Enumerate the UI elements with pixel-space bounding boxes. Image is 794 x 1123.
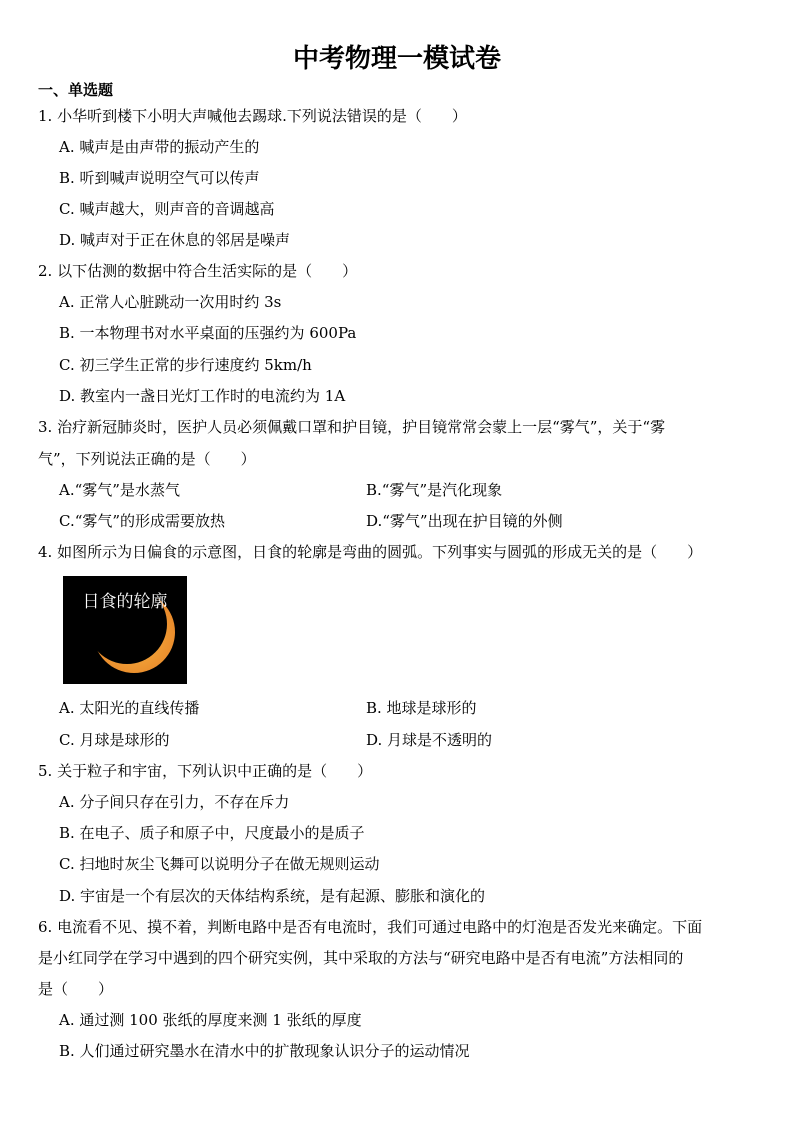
question-1-option-c: C. 喊声越大，则声音的音调越高 bbox=[59, 200, 275, 218]
question-5-option-c: C. 扫地时灰尘飞舞可以说明分子在做无规则运动 bbox=[59, 855, 380, 873]
question-1-option-a: A. 喊声是由声带的振动产生的 bbox=[59, 138, 260, 156]
eclipse-figure bbox=[63, 576, 187, 684]
question-2-option-c: C. 初三学生正常的步行速度约 5km/h bbox=[59, 356, 312, 374]
question-4-option-b: B. 地球是球形的 bbox=[366, 699, 477, 717]
figure-caption: 日食的轮廓 bbox=[82, 592, 168, 612]
question-2-option-d: D. 教室内一盏日光灯工作时的电流约为 1A bbox=[59, 387, 346, 405]
question-4-option-d: D. 月球是不透明的 bbox=[366, 731, 493, 749]
question-6-option-a: A. 通过测 100 张纸的厚度来测 1 张纸的厚度 bbox=[59, 1011, 362, 1029]
question-6-option-b: B. 人们通过研究墨水在清水中的扩散现象认识分子的运动情况 bbox=[59, 1042, 470, 1060]
question-5-stem: 5. 关于粒子和宇宙，下列认识中正确的是（ ） bbox=[38, 762, 373, 780]
question-1-option-d: D. 喊声对于正在休息的邻居是噪声 bbox=[59, 231, 291, 249]
question-6-stem-line-3: 是（ ） bbox=[38, 980, 114, 998]
question-3-option-c: C.“雾气”的形成需要放热 bbox=[59, 512, 226, 530]
question-4-option-a: A. 太阳光的直线传播 bbox=[59, 699, 200, 717]
question-4-option-c: C. 月球是球形的 bbox=[59, 731, 170, 749]
question-4-stem: 4. 如图所示为日偏食的示意图，日食的轮廓是弯曲的圆弧。下列事实与圆弧的形成无关的是（ ） bbox=[38, 543, 703, 561]
page-title: 中考物理一模试卷 bbox=[292, 44, 501, 74]
section-heading: 一、单选题 bbox=[38, 81, 114, 99]
question-2-stem: 2. 以下估测的数据中符合生活实际的是（ ） bbox=[38, 262, 358, 280]
question-5-option-d: D. 宇宙是一个有层次的天体结构系统，是有起源、膨胀和演化的 bbox=[59, 887, 486, 905]
question-2-option-b: B. 一本物理书对水平桌面的压强约为 600Pa bbox=[59, 324, 357, 342]
question-3-stem-line-2: 气”，下列说法正确的是（ ） bbox=[38, 450, 256, 468]
question-5-option-b: B. 在电子、质子和原子中，尺度最小的是质子 bbox=[59, 824, 365, 842]
question-5-option-a: A. 分子间只存在引力，不存在斥力 bbox=[59, 793, 290, 811]
question-3-stem-line-1: 3. 治疗新冠肺炎时，医护人员必须佩戴口罩和护目镜，护目镜常常会蒙上一层“雾气”，关于“雾 bbox=[38, 418, 666, 436]
question-3-option-b: B.“雾气”是汽化现象 bbox=[366, 481, 503, 499]
question-3-option-a: A.“雾气”是水蒸气 bbox=[59, 481, 180, 499]
question-3-option-d: D.“雾气”出现在护目镜的外侧 bbox=[366, 512, 563, 530]
question-6-stem-line-2: 是小红同学在学习中遇到的四个研究实例，其中采取的方法与“研究电路中是否有电流”方法相同的 bbox=[38, 949, 684, 967]
question-1-option-b: B. 听到喊声说明空气可以传声 bbox=[59, 169, 260, 187]
question-2-option-a: A. 正常人心脏跳动一次用时约 3s bbox=[59, 293, 282, 311]
question-1-stem: 1. 小华听到楼下小明大声喊他去踢球.下列说法错误的是（ ） bbox=[38, 107, 467, 125]
question-6-stem-line-1: 6. 电流看不见、摸不着，判断电路中是否有电流时，我们可通过电路中的灯泡是否发光来确定。下面 bbox=[38, 918, 703, 936]
